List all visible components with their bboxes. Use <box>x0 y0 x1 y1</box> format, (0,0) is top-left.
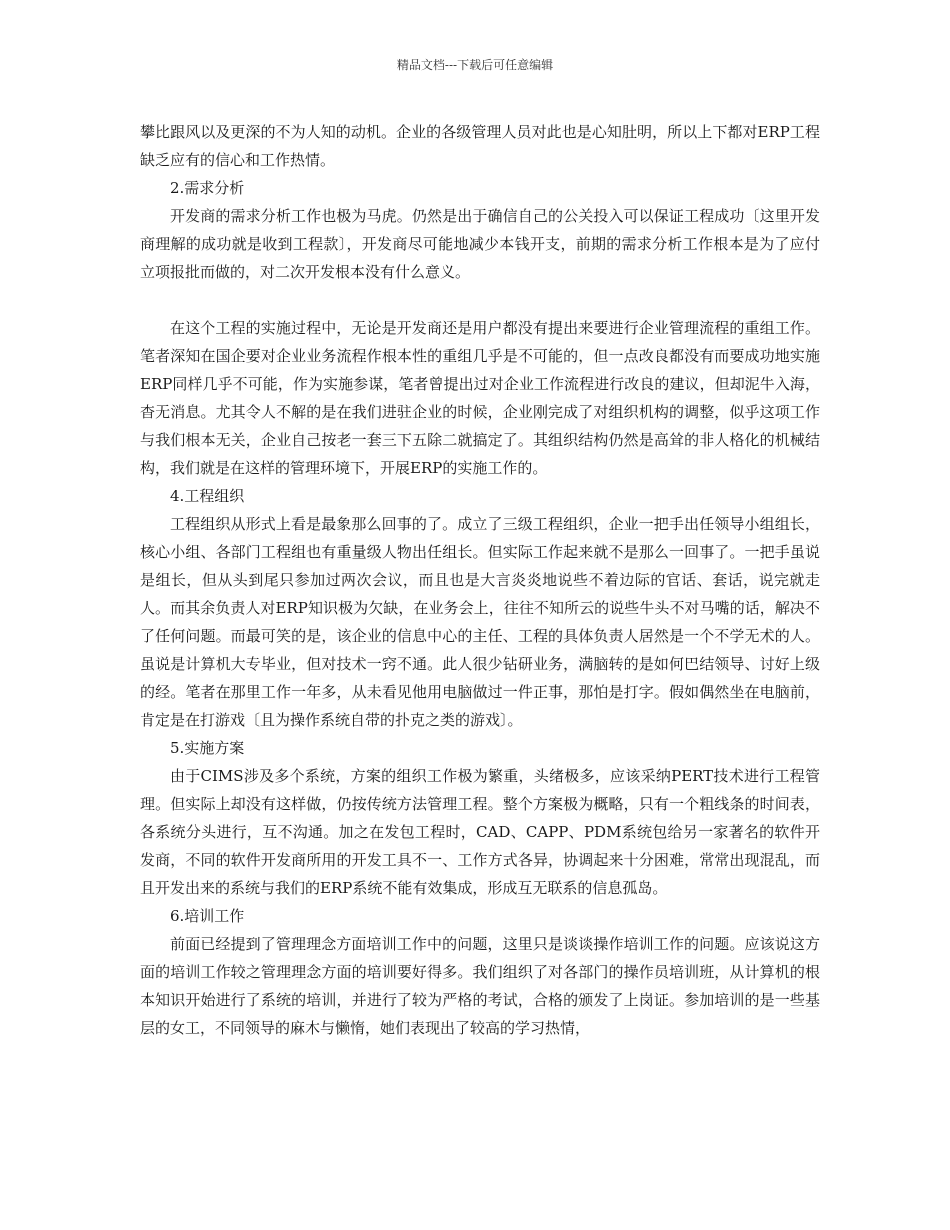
section-heading: 5.实施方案 <box>170 739 245 757</box>
paragraph: 开发商的需求分析工作也极为马虎。仍然是出于确信自己的公关投入可以保证工程成功〔这里开发商理解的成功就是收到工程款〕，开发商尽可能地减少本钱开支，前期的需求分析工作根本是为了应付立项报批而做的，对二次开发根本没有什么意义。 <box>140 207 820 281</box>
document-body <box>140 118 820 1042</box>
paragraph: 攀比跟风以及更深的不为人知的动机。企业的各级管理人员对此也是心知肚明，所以上下都对ERP工程缺乏应有的信心和工作热情。 <box>140 123 820 169</box>
paragraph: 在这个工程的实施过程中，无论是开发商还是用户都没有提出来要进行企业管理流程的重组工作。笔者深知在国企要对企业业务流程作根本性的重组几乎是不可能的，但一点改良都没有而要成功地实施ERP同样几乎不可能，作为实施参谋，笔者曾提出过对企业工作流程进行改良的建议，但却泥牛入海，杳无消息。尤其令人不解的是在我们进驻企业的时候，企业刚完成了对组织机构的调整，似乎这项工作与我们根本无关，企业自己按老一套三下五除二就搞定了。其组织结构仍然是高耸的非人格化的机械结构，我们就是在这样的管理环境下，开展ERP的实施工作的。 <box>140 319 820 477</box>
section-heading: 6.培训工作 <box>170 907 245 925</box>
paragraph: 由于CIMS涉及多个系统，方案的组织工作极为繁重，头绪极多，应该采纳PERT技术进行工程管理。但实际上却没有这样做，仍按传统方法管理工程。整个方案极为概略，只有一个粗线条的时间表，各系统分头进行，互不沟通。加之在发包工程时，CAD、CAPP、PDM系统包给另一家著名的软件开发商，不同的软件开发商所用的开发工具不一、工作方式各异，协调起来十分困难，常常出现混乱，而且开发出来的系统与我们的ERP系统不能有效集成，形成互无联系的信息孤岛。 <box>140 767 820 897</box>
section-heading: 4.工程组织 <box>170 487 245 505</box>
paragraph: 工程组织从形式上看是最象那么回事的了。成立了三级工程组织，企业一把手出任领导小组组长，核心小组、各部门工程组也有重量级人物出任组长。但实际工作起来就不是那么一回事了。一把手虽说是组长，但从头到尾只参加过两次会议，而且也是大言炎炎地说些不着边际的官话、套话，说完就走人。而其余负责人对ERP知识极为欠缺，在业务会上，往往不知所云的说些牛头不对马嘴的话，解决不了任何问题。而最可笑的是，该企业的信息中心的主任、工程的具体负责人居然是一个不学无术的人。虽说是计算机大专毕业，但对技术一窍不通。此人很少钻研业务，满脑转的是如何巴结领导、讨好上级的经。笔者在那里工作一年多，从未看见他用电脑做过一件正事，那怕是打字。假如偶然坐在电脑前，肯定是在打游戏〔且为操作系统自带的扑克之类的游戏〕。 <box>140 515 820 729</box>
page-header: 精品文档---下载后可任意编辑 <box>396 58 554 72</box>
paragraph-gap <box>140 286 820 314</box>
section-heading: 2.需求分析 <box>170 179 245 197</box>
paragraph: 前面已经提到了管理理念方面培训工作中的问题，这里只是谈谈操作培训工作的问题。应该说这方面的培训工作较之管理理念方面的培训要好得多。我们组织了对各部门的操作员培训班，从计算机的根本知识开始进行了系统的培训，并进行了较为严格的考试，合格的颁发了上岗证。参加培训的是一些基层的女工，不同领导的麻木与懒惰，她们表现出了较高的学习热情， <box>140 935 820 1037</box>
